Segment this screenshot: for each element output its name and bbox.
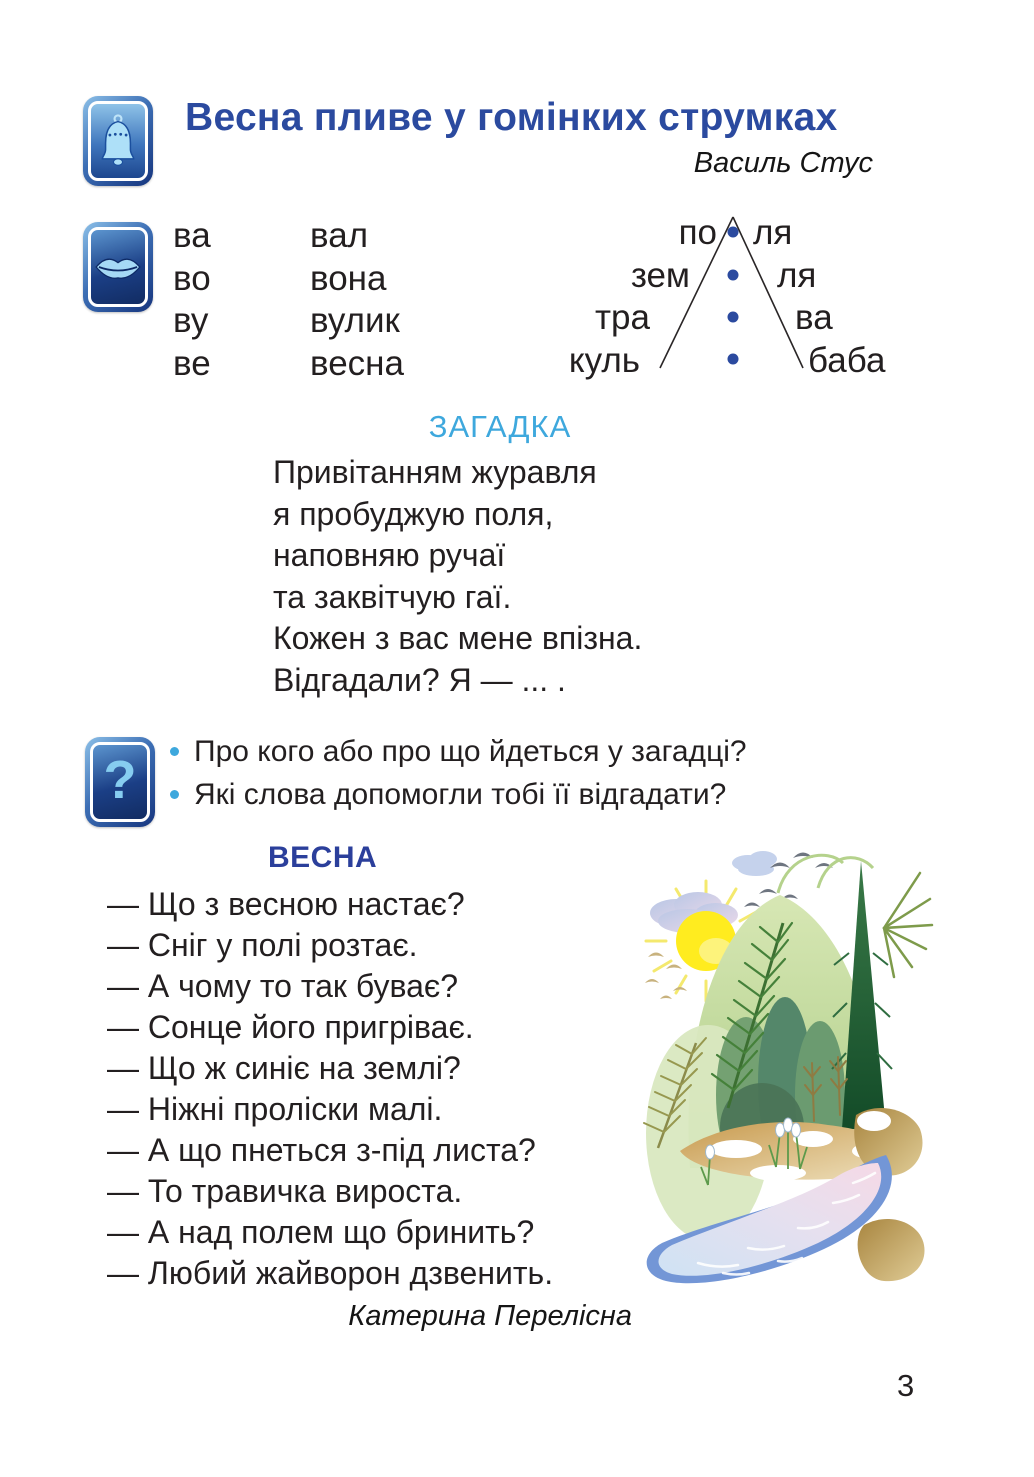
poem-line: — А чому то так буває? <box>107 968 458 1004</box>
lesson-title: Весна пливе у гомінких струмках <box>185 96 838 139</box>
question-item <box>170 773 747 816</box>
poem-line: — Що з весною настає? <box>107 886 465 922</box>
riddle-line: Відгадали? Я — ... . <box>273 661 566 698</box>
pyramid-word-left: по <box>678 213 717 252</box>
pyramid-dot <box>728 227 739 238</box>
cloud-small <box>732 851 777 876</box>
bullet-dot <box>170 790 179 799</box>
syllable: ва <box>173 216 211 255</box>
syllable-column <box>173 215 211 385</box>
poem-author: Катерина Перелісна <box>348 1300 632 1332</box>
riddle-line: Привітанням журавля <box>273 454 597 490</box>
bell-icon-inner <box>88 101 148 181</box>
riddle-line: та заквітчую гаї. <box>273 578 512 615</box>
pyramid-word-right: ля <box>753 213 793 252</box>
question-icon <box>85 737 155 827</box>
question-text: Про кого або про що йдеться у загадці? <box>194 735 747 768</box>
pyramid-word-right: ва <box>795 298 833 337</box>
word-column <box>310 215 404 385</box>
drill-word: весна <box>310 343 404 383</box>
riddle-line: Кожен з вас мене впізна. <box>273 620 643 657</box>
riddle-line: наповняю ручаї <box>273 537 506 574</box>
pyramid-word-left: тра <box>595 298 650 337</box>
pyramid-dot <box>728 354 739 365</box>
pyramid-word-right: баба <box>808 341 886 380</box>
spring-illustration <box>628 833 940 1311</box>
syllable: во <box>173 258 211 298</box>
poem-line: — То травичка вироста. <box>107 1173 463 1209</box>
question-mark-glyph: ? <box>103 750 137 810</box>
question-item <box>170 730 747 773</box>
drill-word: вулик <box>310 301 400 341</box>
page-number: 3 <box>897 1368 915 1403</box>
bell-icon <box>83 96 153 186</box>
poem-line: — Що ж синіє на землі? <box>107 1050 461 1086</box>
poem-line: — А що пнеться з-під листа? <box>107 1132 536 1168</box>
pyramid-dot <box>728 270 739 281</box>
poem-line: — Любий жайворон дзвенить. <box>107 1255 554 1291</box>
poem-line: — А над полем що бринить? <box>107 1214 535 1250</box>
syllable: ву <box>173 301 209 341</box>
poem-line: — Сонце його пригріває. <box>107 1009 474 1045</box>
poem-text <box>107 884 553 1294</box>
syllable: ве <box>173 343 211 383</box>
lesson-author: Василь Стус <box>693 147 873 179</box>
birds-light <box>645 953 687 1000</box>
lips-icon-inner <box>88 227 148 307</box>
pyramid-word-left: куль <box>568 341 640 380</box>
palm-frond <box>884 873 932 977</box>
bank <box>858 1219 925 1281</box>
riddle-line: я пробуджую поля, <box>273 495 554 532</box>
question-list <box>170 730 747 816</box>
pyramid-dot <box>728 312 739 323</box>
question-icon-inner <box>90 742 150 822</box>
question-text: Які слова допомогли тобі її відгадати? <box>194 778 727 811</box>
bullet-dot <box>170 747 179 756</box>
poem-line: — Ніжні проліски малі. <box>107 1091 443 1127</box>
riddle-heading: ЗАГАДКА <box>428 409 572 444</box>
riddle-text <box>273 452 642 702</box>
syllable-pyramid <box>555 208 905 384</box>
pyramid-word-right: ля <box>777 256 817 295</box>
lips-glyph <box>94 252 142 282</box>
drill-word: вона <box>310 258 387 298</box>
drill-word: вал <box>310 216 369 255</box>
poem-line: — Сніг у полі розтає. <box>107 927 418 963</box>
pyramid-word-left: зем <box>630 256 690 295</box>
lips-icon <box>83 222 153 312</box>
poem-heading: ВЕСНА <box>268 841 378 874</box>
bell-glyph <box>98 114 138 168</box>
